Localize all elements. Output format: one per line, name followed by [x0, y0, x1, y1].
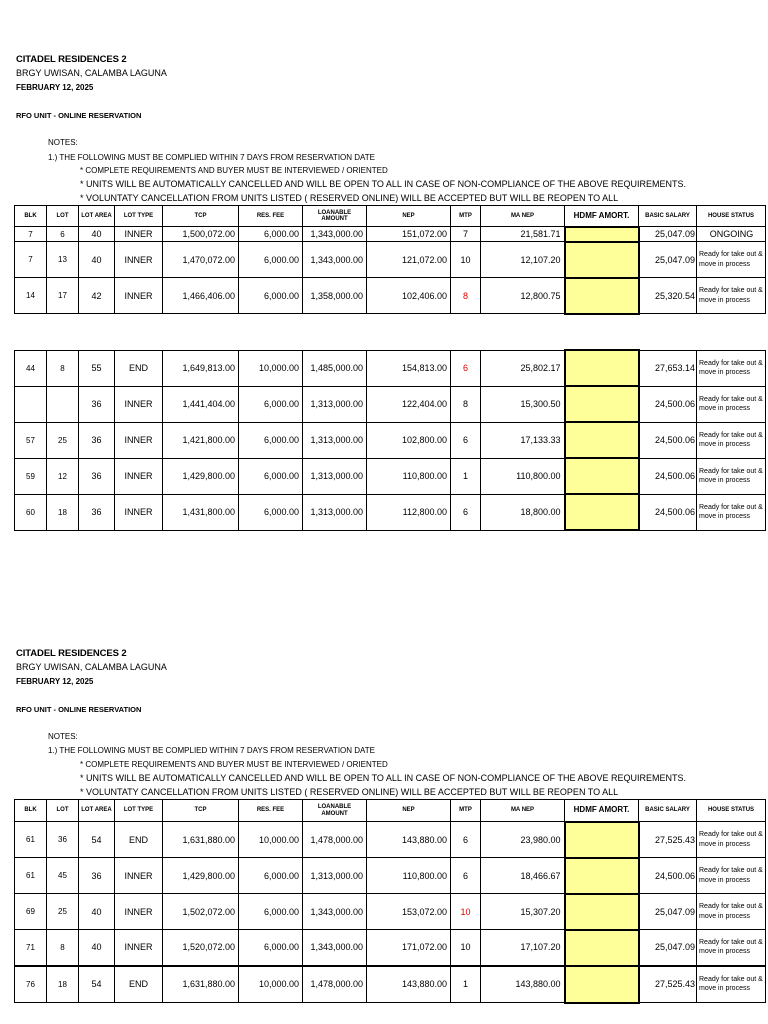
cell-nep: 102,800.00	[367, 422, 451, 458]
cell-lot-area: 36	[79, 386, 115, 422]
cell-mtp: 8	[451, 278, 481, 314]
cell-nep: 143,880.00	[367, 822, 451, 858]
cell-res-fee: 6,000.00	[239, 278, 303, 314]
cell-loanable: 1,343,000.00	[303, 930, 367, 966]
table-row	[15, 386, 766, 422]
cell-house-status: Ready for take out & move in process	[697, 350, 766, 386]
cell-ma-nep: 17,107.20	[481, 930, 565, 966]
cell-hdmf-amort[interactable]	[565, 242, 639, 278]
cell-tcp: 1,631,880.00	[163, 966, 239, 1003]
note-line-4: * VOLUNTATY CANCELLATION FROM UNITS LISTED ( RESERVED ONLINE) WILL BE ACCEPTED BUT WILL BE REOPEN TO ALL	[80, 193, 619, 203]
cell-lot: 18	[47, 494, 79, 530]
cell-lot-type: INNER	[115, 242, 163, 278]
cell-hdmf-amort[interactable]	[565, 494, 639, 530]
cell-mtp: 6	[451, 350, 481, 386]
project-title: CITADEL RESIDENCES 2	[16, 648, 127, 659]
cell-lot-type: INNER	[115, 930, 163, 966]
cell-lot-type: INNER	[115, 458, 163, 494]
col-header-lot-type: LOT TYPE	[115, 800, 163, 822]
col-header-res-fee: RES. FEE	[239, 206, 303, 227]
cell-lot-type: END	[115, 966, 163, 1003]
cell-hdmf-amort[interactable]	[565, 422, 639, 458]
cell-loanable: 1,343,000.00	[303, 894, 367, 930]
note-line-1: 1.) THE FOLLOWING MUST BE COMPLIED WITHIN 7 DAYS FROM RESERVATION DATE	[48, 746, 376, 755]
cell-tcp: 1,441,404.00	[163, 386, 239, 422]
cell-res-fee: 10,000.00	[239, 822, 303, 858]
cell-house-status: Ready for take out & move in process	[697, 822, 766, 858]
cell-nep: 153,072.00	[367, 894, 451, 930]
cell-lot: 45	[47, 858, 79, 894]
table-row	[15, 930, 766, 966]
cell-tcp: 1,649,813.00	[163, 350, 239, 386]
cell-basic-salary: 25,047.09	[639, 242, 697, 278]
cell-mtp: 10	[451, 894, 481, 930]
cell-basic-salary: 24,500.06	[639, 386, 697, 422]
cell-mtp: 1	[451, 458, 481, 494]
cell-nep: 110,800.00	[367, 458, 451, 494]
cell-res-fee: 10,000.00	[239, 966, 303, 1003]
note-line-2: * COMPLETE REQUIREMENTS AND BUYER MUST BE INTERVIEWED / ORIENTED	[80, 166, 388, 175]
cell-basic-salary: 24,500.06	[639, 422, 697, 458]
cell-basic-salary: 25,047.09	[639, 227, 697, 242]
cell-lot-type: INNER	[115, 858, 163, 894]
cell-house-status: ONGOING	[697, 227, 766, 242]
cell-hdmf-amort[interactable]	[565, 822, 639, 858]
cell-lot: 36	[47, 822, 79, 858]
table-row	[15, 966, 766, 1003]
cell-tcp: 1,466,406.00	[163, 278, 239, 314]
cell-blk: 76	[15, 966, 47, 1003]
notes-label: NOTES:	[48, 138, 78, 147]
cell-ma-nep: 15,300.50	[481, 386, 565, 422]
cell-loanable: 1,358,000.00	[303, 278, 367, 314]
cell-lot: 25	[47, 894, 79, 930]
table-row	[15, 227, 766, 242]
col-header-house-status: HOUSE STATUS	[697, 206, 766, 227]
cell-tcp: 1,421,800.00	[163, 422, 239, 458]
table-row	[15, 278, 766, 314]
cell-lot: 8	[47, 930, 79, 966]
cell-nep: 112,800.00	[367, 494, 451, 530]
cell-blk: 14	[15, 278, 47, 314]
cell-ma-nep: 12,107.20	[481, 242, 565, 278]
cell-hdmf-amort[interactable]	[565, 930, 639, 966]
cell-mtp: 8	[451, 386, 481, 422]
table-header-row	[15, 206, 766, 227]
cell-basic-salary: 24,500.06	[639, 494, 697, 530]
cell-house-status: Ready for take out & move in process	[697, 894, 766, 930]
cell-hdmf-amort[interactable]	[565, 858, 639, 894]
note-line-1: 1.) THE FOLLOWING MUST BE COMPLIED WITHIN 7 DAYS FROM RESERVATION DATE	[48, 153, 376, 162]
cell-tcp: 1,500,072.00	[163, 227, 239, 242]
cell-lot-area: 40	[79, 227, 115, 242]
cell-blk: 69	[15, 894, 47, 930]
col-header-ma-nep: MA NEP	[481, 800, 565, 822]
cell-lot-type: INNER	[115, 278, 163, 314]
col-header-house-status: HOUSE STATUS	[697, 800, 766, 822]
cell-hdmf-amort[interactable]	[565, 458, 639, 494]
cell-lot-area: 36	[79, 458, 115, 494]
cell-loanable: 1,313,000.00	[303, 386, 367, 422]
cell-nep: 151,072.00	[367, 227, 451, 242]
cell-house-status: Ready for take out & move in process	[697, 858, 766, 894]
cell-house-status: Ready for take out & move in process	[697, 422, 766, 458]
cell-ma-nep: 25,802.17	[481, 350, 565, 386]
cell-lot-area: 55	[79, 350, 115, 386]
cell-lot: 17	[47, 278, 79, 314]
col-header-lot: LOT	[47, 206, 79, 227]
col-header-blk: BLK	[15, 800, 47, 822]
col-header-loanable: LOANABLE AMOUNT	[303, 800, 367, 822]
table-row	[15, 494, 766, 530]
cell-nep: 154,813.00	[367, 350, 451, 386]
cell-res-fee: 6,000.00	[239, 386, 303, 422]
table-row	[15, 422, 766, 458]
col-header-lot-type: LOT TYPE	[115, 206, 163, 227]
cell-blk: 57	[15, 422, 47, 458]
cell-tcp: 1,470,072.00	[163, 242, 239, 278]
table-row	[15, 242, 766, 278]
table-row	[15, 858, 766, 894]
cell-hdmf-amort[interactable]	[565, 966, 639, 1003]
cell-ma-nep: 143,880.00	[481, 966, 565, 1003]
col-header-nep: NEP	[367, 206, 451, 227]
cell-loanable: 1,343,000.00	[303, 227, 367, 242]
cell-lot: 13	[47, 242, 79, 278]
cell-res-fee: 6,000.00	[239, 458, 303, 494]
col-header-lot-area: LOT AREA	[79, 206, 115, 227]
cell-lot-type: INNER	[115, 494, 163, 530]
cell-house-status: Ready for take out & move in process	[697, 458, 766, 494]
cell-tcp: 1,431,800.00	[163, 494, 239, 530]
cell-ma-nep: 21,581.71	[481, 227, 565, 242]
notes-label: NOTES:	[48, 732, 78, 741]
cell-lot-type: END	[115, 822, 163, 858]
cell-blk: 44	[15, 350, 47, 386]
cell-res-fee: 6,000.00	[239, 494, 303, 530]
cell-basic-salary: 25,047.09	[639, 930, 697, 966]
cell-ma-nep: 17,133.33	[481, 422, 565, 458]
units-table-3	[14, 799, 766, 1004]
cell-lot: 25	[47, 422, 79, 458]
cell-nep: 122,404.00	[367, 386, 451, 422]
note-line-2: * COMPLETE REQUIREMENTS AND BUYER MUST BE INTERVIEWED / ORIENTED	[80, 760, 388, 769]
note-line-3: * UNITS WILL BE AUTOMATICALLY CANCELLED AND WILL BE OPEN TO ALL IN CASE OF NON-COMPLIANCE OF THE ABOVE REQUIREMENTS.	[80, 773, 686, 783]
cell-house-status: Ready for take out & move in process	[697, 242, 766, 278]
cell-basic-salary: 25,047.09	[639, 894, 697, 930]
cell-hdmf-amort[interactable]	[565, 350, 639, 386]
cell-mtp: 1	[451, 966, 481, 1003]
cell-nep: 121,072.00	[367, 242, 451, 278]
cell-basic-salary: 24,500.06	[639, 458, 697, 494]
cell-lot-area: 40	[79, 930, 115, 966]
cell-basic-salary: 27,525.43	[639, 822, 697, 858]
cell-house-status: Ready for take out & move in process	[697, 494, 766, 530]
cell-lot-area: 40	[79, 242, 115, 278]
cell-tcp: 1,631,880.00	[163, 822, 239, 858]
cell-mtp: 10	[451, 242, 481, 278]
cell-hdmf-amort[interactable]	[565, 386, 639, 422]
project-address: BRGY UWISAN, CALAMBA LAGUNA	[16, 68, 167, 78]
cell-loanable: 1,313,000.00	[303, 494, 367, 530]
cell-lot-type: INNER	[115, 227, 163, 242]
cell-loanable: 1,485,000.00	[303, 350, 367, 386]
project-address: BRGY UWISAN, CALAMBA LAGUNA	[16, 662, 167, 672]
cell-res-fee: 10,000.00	[239, 350, 303, 386]
cell-lot-type: INNER	[115, 386, 163, 422]
cell-mtp: 6	[451, 422, 481, 458]
cell-lot-area: 54	[79, 822, 115, 858]
cell-loanable: 1,478,000.00	[303, 822, 367, 858]
cell-mtp: 6	[451, 494, 481, 530]
cell-lot-area: 40	[79, 894, 115, 930]
cell-loanable: 1,478,000.00	[303, 966, 367, 1003]
table-row	[15, 350, 766, 386]
cell-lot-type: INNER	[115, 894, 163, 930]
document-subtitle: RFO UNIT - ONLINE RESERVATION	[16, 111, 142, 120]
col-header-nep: NEP	[367, 800, 451, 822]
cell-lot-area: 42	[79, 278, 115, 314]
cell-hdmf-amort[interactable]	[565, 894, 639, 930]
col-header-basic-salary: BASIC SALARY	[639, 206, 697, 227]
col-header-mtp: MTP	[451, 206, 481, 227]
cell-hdmf-amort[interactable]	[565, 278, 639, 314]
col-header-hdmf: HDMF AMORT.	[565, 800, 639, 822]
cell-mtp: 6	[451, 822, 481, 858]
cell-ma-nep: 15,307.20	[481, 894, 565, 930]
col-header-hdmf: HDMF AMORT.	[565, 206, 639, 227]
col-header-blk: BLK	[15, 206, 47, 227]
cell-blk: 71	[15, 930, 47, 966]
cell-lot-area: 36	[79, 494, 115, 530]
cell-tcp: 1,429,800.00	[163, 858, 239, 894]
cell-lot-area: 36	[79, 858, 115, 894]
col-header-loanable: LOANABLE AMOUNT	[303, 206, 367, 227]
col-header-tcp: TCP	[163, 206, 239, 227]
cell-house-status: Ready for take out & move in process	[697, 966, 766, 1003]
cell-lot-area: 54	[79, 966, 115, 1003]
cell-ma-nep: 110,800.00	[481, 458, 565, 494]
cell-house-status: Ready for take out & move in process	[697, 930, 766, 966]
cell-loanable: 1,313,000.00	[303, 458, 367, 494]
cell-lot	[47, 386, 79, 422]
cell-res-fee: 6,000.00	[239, 930, 303, 966]
cell-loanable: 1,313,000.00	[303, 422, 367, 458]
cell-lot: 18	[47, 966, 79, 1003]
table-header-row	[15, 800, 766, 822]
cell-ma-nep: 23,980.00	[481, 822, 565, 858]
cell-blk: 7	[15, 227, 47, 242]
cell-tcp: 1,502,072.00	[163, 894, 239, 930]
document-date: FEBRUARY 12, 2025	[16, 677, 94, 686]
cell-basic-salary: 27,653.14	[639, 350, 697, 386]
table-row	[15, 894, 766, 930]
cell-blk: 60	[15, 494, 47, 530]
document-subtitle: RFO UNIT - ONLINE RESERVATION	[16, 705, 142, 714]
cell-tcp: 1,429,800.00	[163, 458, 239, 494]
cell-blk: 61	[15, 858, 47, 894]
cell-hdmf-amort[interactable]	[565, 227, 639, 242]
units-table-1	[14, 205, 766, 315]
note-line-3: * UNITS WILL BE AUTOMATICALLY CANCELLED AND WILL BE OPEN TO ALL IN CASE OF NON-COMPLIANCE OF THE ABOVE REQUIREMENTS.	[80, 179, 686, 189]
cell-loanable: 1,343,000.00	[303, 242, 367, 278]
cell-blk	[15, 386, 47, 422]
cell-basic-salary: 24,500.06	[639, 858, 697, 894]
cell-house-status: Ready for take out & move in process	[697, 278, 766, 314]
cell-ma-nep: 18,800.00	[481, 494, 565, 530]
cell-tcp: 1,520,072.00	[163, 930, 239, 966]
col-header-res-fee: RES. FEE	[239, 800, 303, 822]
cell-mtp: 7	[451, 227, 481, 242]
cell-res-fee: 6,000.00	[239, 858, 303, 894]
cell-mtp: 10	[451, 930, 481, 966]
project-title: CITADEL RESIDENCES 2	[16, 54, 127, 65]
cell-res-fee: 6,000.00	[239, 894, 303, 930]
col-header-ma-nep: MA NEP	[481, 206, 565, 227]
cell-blk: 61	[15, 822, 47, 858]
cell-house-status: Ready for take out & move in process	[697, 386, 766, 422]
cell-ma-nep: 18,466.67	[481, 858, 565, 894]
cell-lot: 12	[47, 458, 79, 494]
cell-basic-salary: 27,525.43	[639, 966, 697, 1003]
cell-lot-type: INNER	[115, 422, 163, 458]
document-section-2	[0, 594, 768, 797]
table-row	[15, 458, 766, 494]
cell-basic-salary: 25,320.54	[639, 278, 697, 314]
cell-ma-nep: 12,800.75	[481, 278, 565, 314]
table-row	[15, 822, 766, 858]
cell-lot-type: END	[115, 350, 163, 386]
cell-nep: 143,880.00	[367, 966, 451, 1003]
cell-res-fee: 6,000.00	[239, 422, 303, 458]
cell-res-fee: 6,000.00	[239, 242, 303, 278]
col-header-lot: LOT	[47, 800, 79, 822]
cell-loanable: 1,313,000.00	[303, 858, 367, 894]
cell-nep: 110,800.00	[367, 858, 451, 894]
cell-res-fee: 6,000.00	[239, 227, 303, 242]
col-header-lot-area: LOT AREA	[79, 800, 115, 822]
note-line-4: * VOLUNTATY CANCELLATION FROM UNITS LISTED ( RESERVED ONLINE) WILL BE ACCEPTED BUT WILL BE REOPEN TO ALL	[80, 787, 619, 797]
units-table-2	[14, 349, 766, 531]
cell-nep: 102,406.00	[367, 278, 451, 314]
cell-lot: 8	[47, 350, 79, 386]
cell-blk: 7	[15, 242, 47, 278]
document-date: FEBRUARY 12, 2025	[16, 83, 94, 92]
col-header-tcp: TCP	[163, 800, 239, 822]
col-header-mtp: MTP	[451, 800, 481, 822]
cell-lot-area: 36	[79, 422, 115, 458]
cell-lot: 6	[47, 227, 79, 242]
cell-mtp: 6	[451, 858, 481, 894]
cell-blk: 59	[15, 458, 47, 494]
col-header-basic-salary: BASIC SALARY	[639, 800, 697, 822]
cell-nep: 171,072.00	[367, 930, 451, 966]
